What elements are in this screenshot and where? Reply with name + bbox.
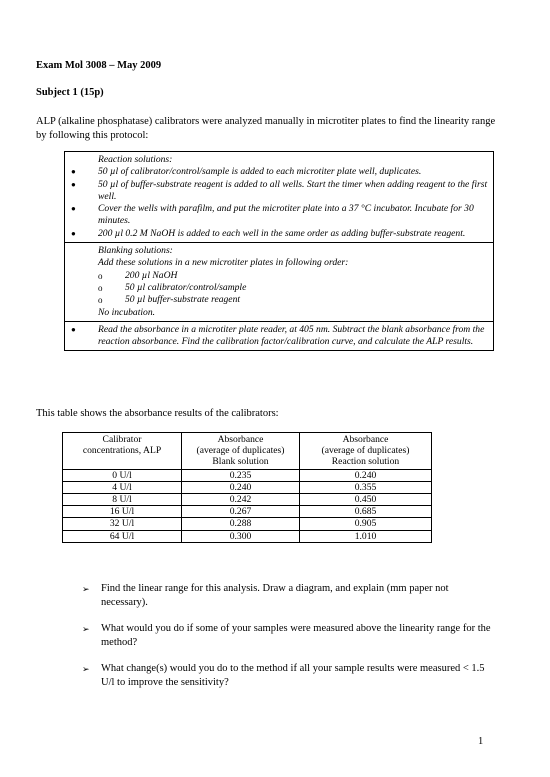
arrow-bullet-icon: ➢: [82, 624, 90, 634]
blanking-intro: Add these solutions in a new microtiter plates in following order:: [98, 257, 349, 269]
blanking-heading: Blanking solutions:: [98, 245, 173, 257]
question-item: ➢ What change(s) would you do to the method if all your sample results were measured < 1.5 U/l to improve the sensitivity?: [82, 663, 485, 688]
bullet-icon: ●: [71, 324, 76, 334]
blanking-note: No incubation.: [98, 306, 156, 318]
subject-heading: Subject 1 (15p): [36, 87, 104, 98]
bullet-icon: ●: [71, 179, 76, 189]
arrow-bullet-icon: ➢: [82, 664, 90, 674]
blanking-step: o 50 µl calibrator/control/sample: [98, 281, 247, 293]
table-cell: 0 U/l: [63, 469, 182, 481]
table-cell: 0.905: [300, 518, 432, 530]
table-cell: 0.355: [300, 481, 432, 493]
blanking-step: o 50 µl buffer-substrate reagent: [98, 294, 241, 306]
table-intro: This table shows the absorbance results of the calibrators:: [36, 408, 279, 419]
question-item: ➢ Find the linear range for this analysis. Draw a diagram, and explain (mm paper not necessary).: [82, 583, 449, 608]
question-item: ➢ What would you do if some of your samples were measured above the linearity range for the method?: [82, 623, 491, 648]
reaction-steps: [71, 166, 488, 240]
header-blank-absorbance: Absorbance (average of duplicates) Blank solution: [182, 433, 300, 470]
arrow-bullet-icon: ➢: [82, 584, 90, 594]
bullet-icon: ●: [71, 228, 76, 238]
table-cell: 4 U/l: [63, 481, 182, 493]
blanking-step: o 200 µl NaOH: [98, 269, 178, 281]
protocol-box: [64, 151, 494, 351]
hollow-bullet-icon: o: [98, 295, 103, 306]
reaction-step: ● 50 µl of calibrator/control/sample is added to each microtiter plate well, duplicates.: [71, 166, 422, 178]
reaction-step: ● 200 µl 0.2 M NaOH is added to each well in the same order as adding buffer-substrate reagent.: [71, 227, 466, 239]
table-cell: 0.235: [182, 469, 300, 481]
table-row: [63, 494, 432, 506]
exam-title: Exam Mol 3008 – May 2009: [36, 60, 162, 71]
question-list: [82, 582, 492, 690]
page-number: 1: [478, 736, 484, 747]
final-step: ● Read the absorbance in a microtiter plate reader, at 405 nm. Subtract the blank absorbance from the reaction absorbance. Find the calibration factor/calibration curve, and calculate the ALP results.: [71, 323, 485, 348]
table-cell: 0.685: [300, 506, 432, 518]
table-cell: 0.267: [182, 506, 300, 518]
table-row: [63, 530, 432, 542]
table-cell: 0.242: [182, 494, 300, 506]
table-cell: 0.288: [182, 518, 300, 530]
table-cell: 0.300: [182, 530, 300, 542]
table-cell: 0.240: [182, 481, 300, 493]
table-cell: 64 U/l: [63, 530, 182, 542]
reaction-section: [64, 151, 494, 243]
reaction-step: ● Cover the wells with parafilm, and put the microtiter plate into a 37 °C incubator. Incubate for 30 minutes.: [71, 203, 474, 227]
hollow-bullet-icon: o: [98, 270, 103, 281]
table-cell: 1.010: [300, 530, 432, 542]
reaction-heading: Reaction solutions:: [98, 154, 173, 165]
hollow-bullet-icon: o: [98, 282, 103, 293]
table-header-row: [63, 433, 432, 470]
header-reaction-absorbance: Absorbance (average of duplicates) Reaction solution: [300, 433, 432, 470]
calibrator-table: [62, 432, 432, 543]
table-row: [63, 469, 432, 481]
table-cell: 0.450: [300, 494, 432, 506]
table-row: [63, 481, 432, 493]
blanking-section: [64, 243, 494, 322]
bullet-icon: ●: [71, 167, 76, 177]
table-cell: 16 U/l: [63, 506, 182, 518]
table-row: [63, 518, 432, 530]
table-cell: 0.240: [300, 469, 432, 481]
final-steps: [71, 323, 488, 349]
bullet-icon: ●: [71, 204, 76, 214]
header-calibrator: Calibrator concentrations, ALP: [63, 433, 182, 470]
reaction-step: ● 50 µl of buffer-substrate reagent is added to all wells. Start the timer when adding reagent to the first well.: [71, 178, 488, 202]
intro-paragraph: ALP (alkaline phosphatase) calibrators were analyzed manually in microtiter plates to find the linearity range by following this protocol:: [36, 116, 496, 141]
table-cell: 32 U/l: [63, 518, 182, 530]
table-cell: 8 U/l: [63, 494, 182, 506]
table-row: [63, 506, 432, 518]
final-section: [64, 322, 494, 352]
